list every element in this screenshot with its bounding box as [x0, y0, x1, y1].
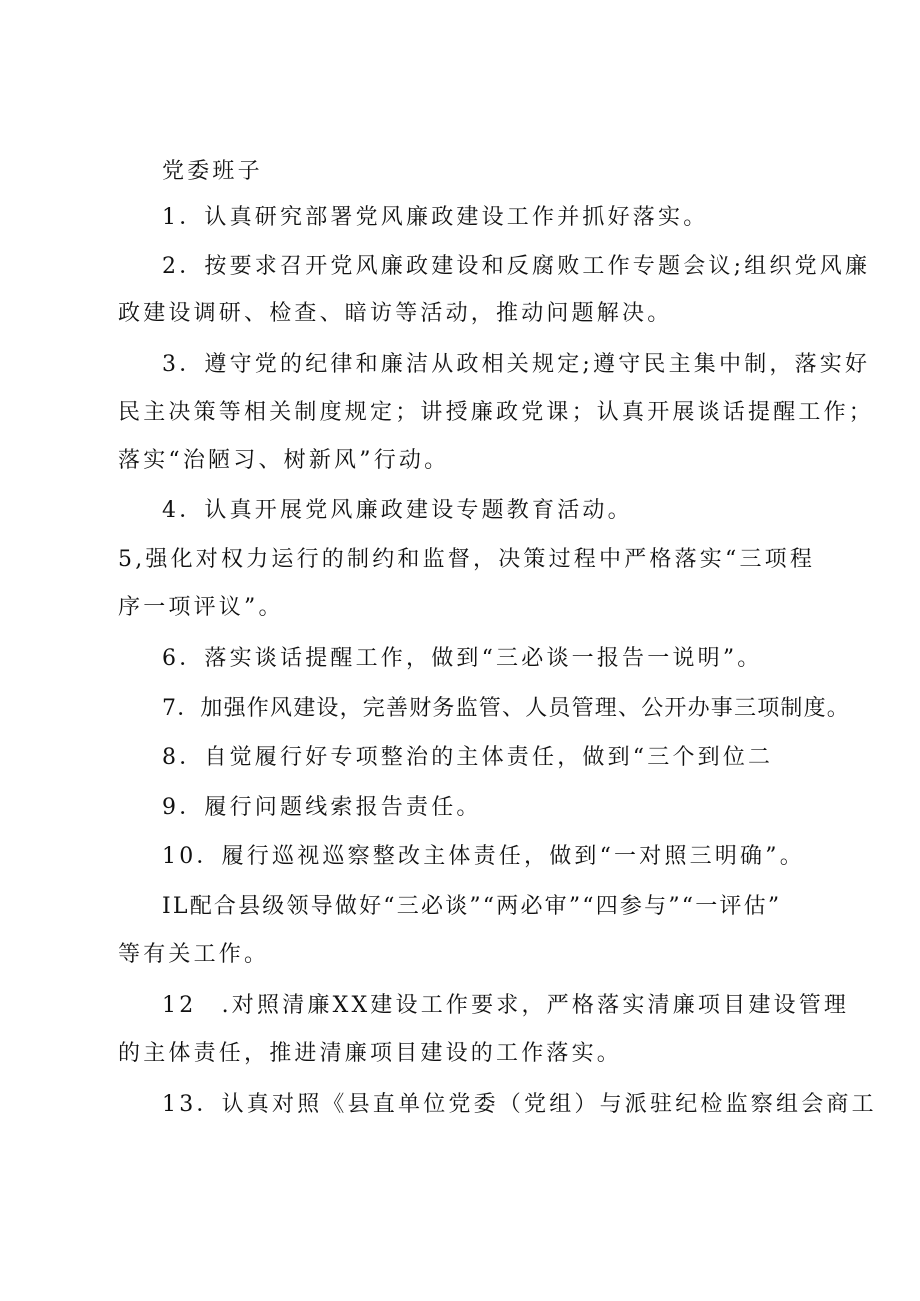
list-item-5-line-2: 序一项评议”。	[118, 595, 284, 620]
list-item-11-line-1: IL配合县级领导做好“三必谈”“两必审”“四参与”“一评估”	[162, 894, 782, 919]
list-item-8: 8．自觉履行好专项整治的主体责任，做到“三个到位二	[162, 745, 774, 770]
list-item-13: 13．认真对照《县直单位党委（党组）与派驻纪检监察组会商工	[162, 1092, 877, 1117]
list-item-3-line-1: 3．遵守党的纪律和廉洁从政相关规定;遵守民主集中制，落实好	[162, 352, 871, 377]
section-heading: 党委班子	[162, 159, 263, 184]
list-item-7: 7．加强作风建设，完善财务监管、人员管理、公开办事三项制度。	[162, 696, 850, 721]
list-item-12-line-1: 12 .对照清廉XX建设工作要求，严格落实清廉项目建设管理	[162, 993, 850, 1018]
list-item-9: 9．履行问题线索报告责任。	[162, 795, 482, 820]
list-item-6: 6．落实谈话提醒工作，做到“三必谈一报告一说明”。	[162, 646, 763, 671]
list-item-10: 10．履行巡视巡察整改主体责任，做到“一对照三明确”。	[162, 844, 805, 869]
list-item-12-line-2: 的主体责任，推进清廉项目建设的工作落实。	[118, 1041, 623, 1066]
list-item-1: 1．认真研究部署党风廉政建设工作并抓好落实。	[162, 205, 709, 230]
list-item-4: 4．认真开展党风廉政建设专题教育活动。	[162, 498, 633, 523]
list-item-11-line-2: 等有关工作。	[118, 942, 270, 967]
list-item-2-line-1: 2．按要求召开党风廉政建设和反腐败工作专题会议;组织党风廉	[162, 254, 871, 279]
list-item-3-line-3: 落实“治陋习、树新风”行动。	[118, 448, 450, 473]
list-item-5-line-1: 5,强化对权力运行的制约和监督，决策过程中严格落实“三项程	[118, 547, 816, 572]
list-item-2-line-2: 政建设调研、检查、暗访等活动，推动问题解决。	[118, 301, 673, 326]
list-item-3-line-2: 民主决策等相关制度规定；讲授廉政党课；认真开展谈话提醒工作；	[118, 400, 875, 425]
